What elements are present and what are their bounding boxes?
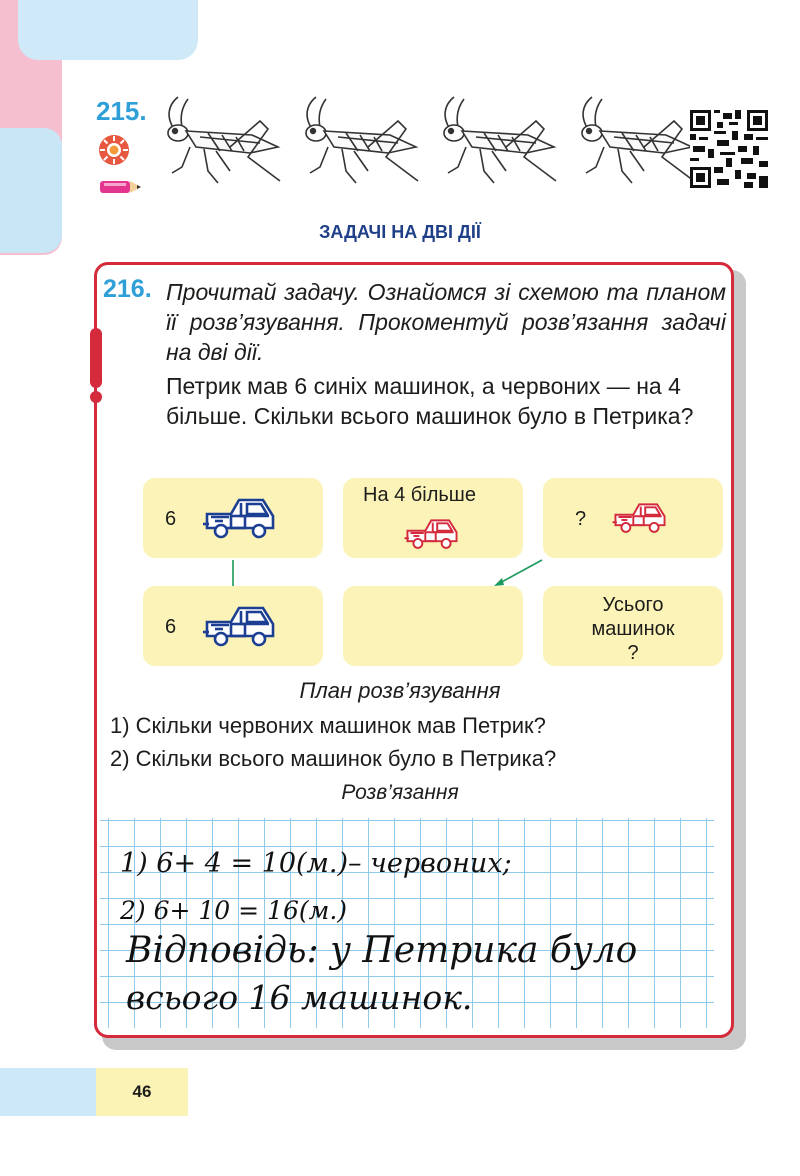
red-car-icon (611, 498, 669, 536)
section-title: ЗАДАЧІ НА ДВІ ДІЇ (319, 222, 481, 242)
page-number: 46 (132, 1082, 152, 1101)
qr-code[interactable] (690, 110, 768, 188)
solution-line-1: 1) 6+ 4 = 10(м.)– червоних; (120, 848, 512, 879)
grasshopper-icon (298, 95, 428, 190)
card-value: 6 (165, 508, 177, 530)
answer-line-2: всього 16 машинок. (126, 978, 473, 1017)
card-total-line: ? (627, 642, 639, 664)
card-empty (343, 586, 523, 666)
grasshopper-icon (574, 95, 704, 190)
solution-line-2: 2) 6+ 10 = 16(м.) (120, 896, 348, 925)
grasshopper-icon (160, 95, 290, 190)
blue-car-icon (201, 602, 279, 648)
pencil-icon (98, 178, 142, 196)
blue-car-icon (201, 494, 279, 540)
card-value: 6 (165, 616, 177, 638)
card-total-line: машинок (591, 618, 675, 640)
plan-step-1: 1) Скільки червоних машинок мав Петрик? (110, 713, 546, 738)
exercise-instruction: Прочитай задачу. Ознайомся зі схемою та планом її розв’язування. Прокоментуй розв’язання задачі на дві дії. (166, 279, 726, 365)
card-red-question (543, 478, 723, 558)
sun-icon (98, 134, 130, 166)
corner-tab-blue (18, 0, 198, 60)
card-total (543, 586, 723, 666)
plan-title: План розв’язування (299, 678, 501, 703)
card-red-more (343, 478, 523, 558)
solution-title: Розв’язання (341, 781, 459, 804)
card-total-line: Усього (602, 594, 664, 616)
card-blue-cars-2 (143, 586, 323, 666)
problem-text: Петрик мав 6 синіх машинок, а червоних — на 4 більше. Скільки всього машинок було в Петрика? (166, 373, 694, 429)
exercise-216-number: 216. (103, 275, 152, 303)
card-blue-cars (143, 478, 323, 558)
exclamation-icon (90, 328, 102, 388)
exclamation-dot (90, 391, 102, 403)
grasshopper-icon (436, 95, 566, 190)
card-label: На 4 більше (363, 484, 476, 506)
plan-step-2: 2) Скільки всього машинок було в Петрика? (110, 746, 557, 771)
red-car-icon (403, 514, 461, 552)
card-question: ? (575, 508, 587, 530)
exercise-215-number: 215. (96, 96, 147, 126)
solution-grid (100, 818, 714, 1028)
answer-line-1: Відповідь: у Петрика було (126, 930, 638, 971)
